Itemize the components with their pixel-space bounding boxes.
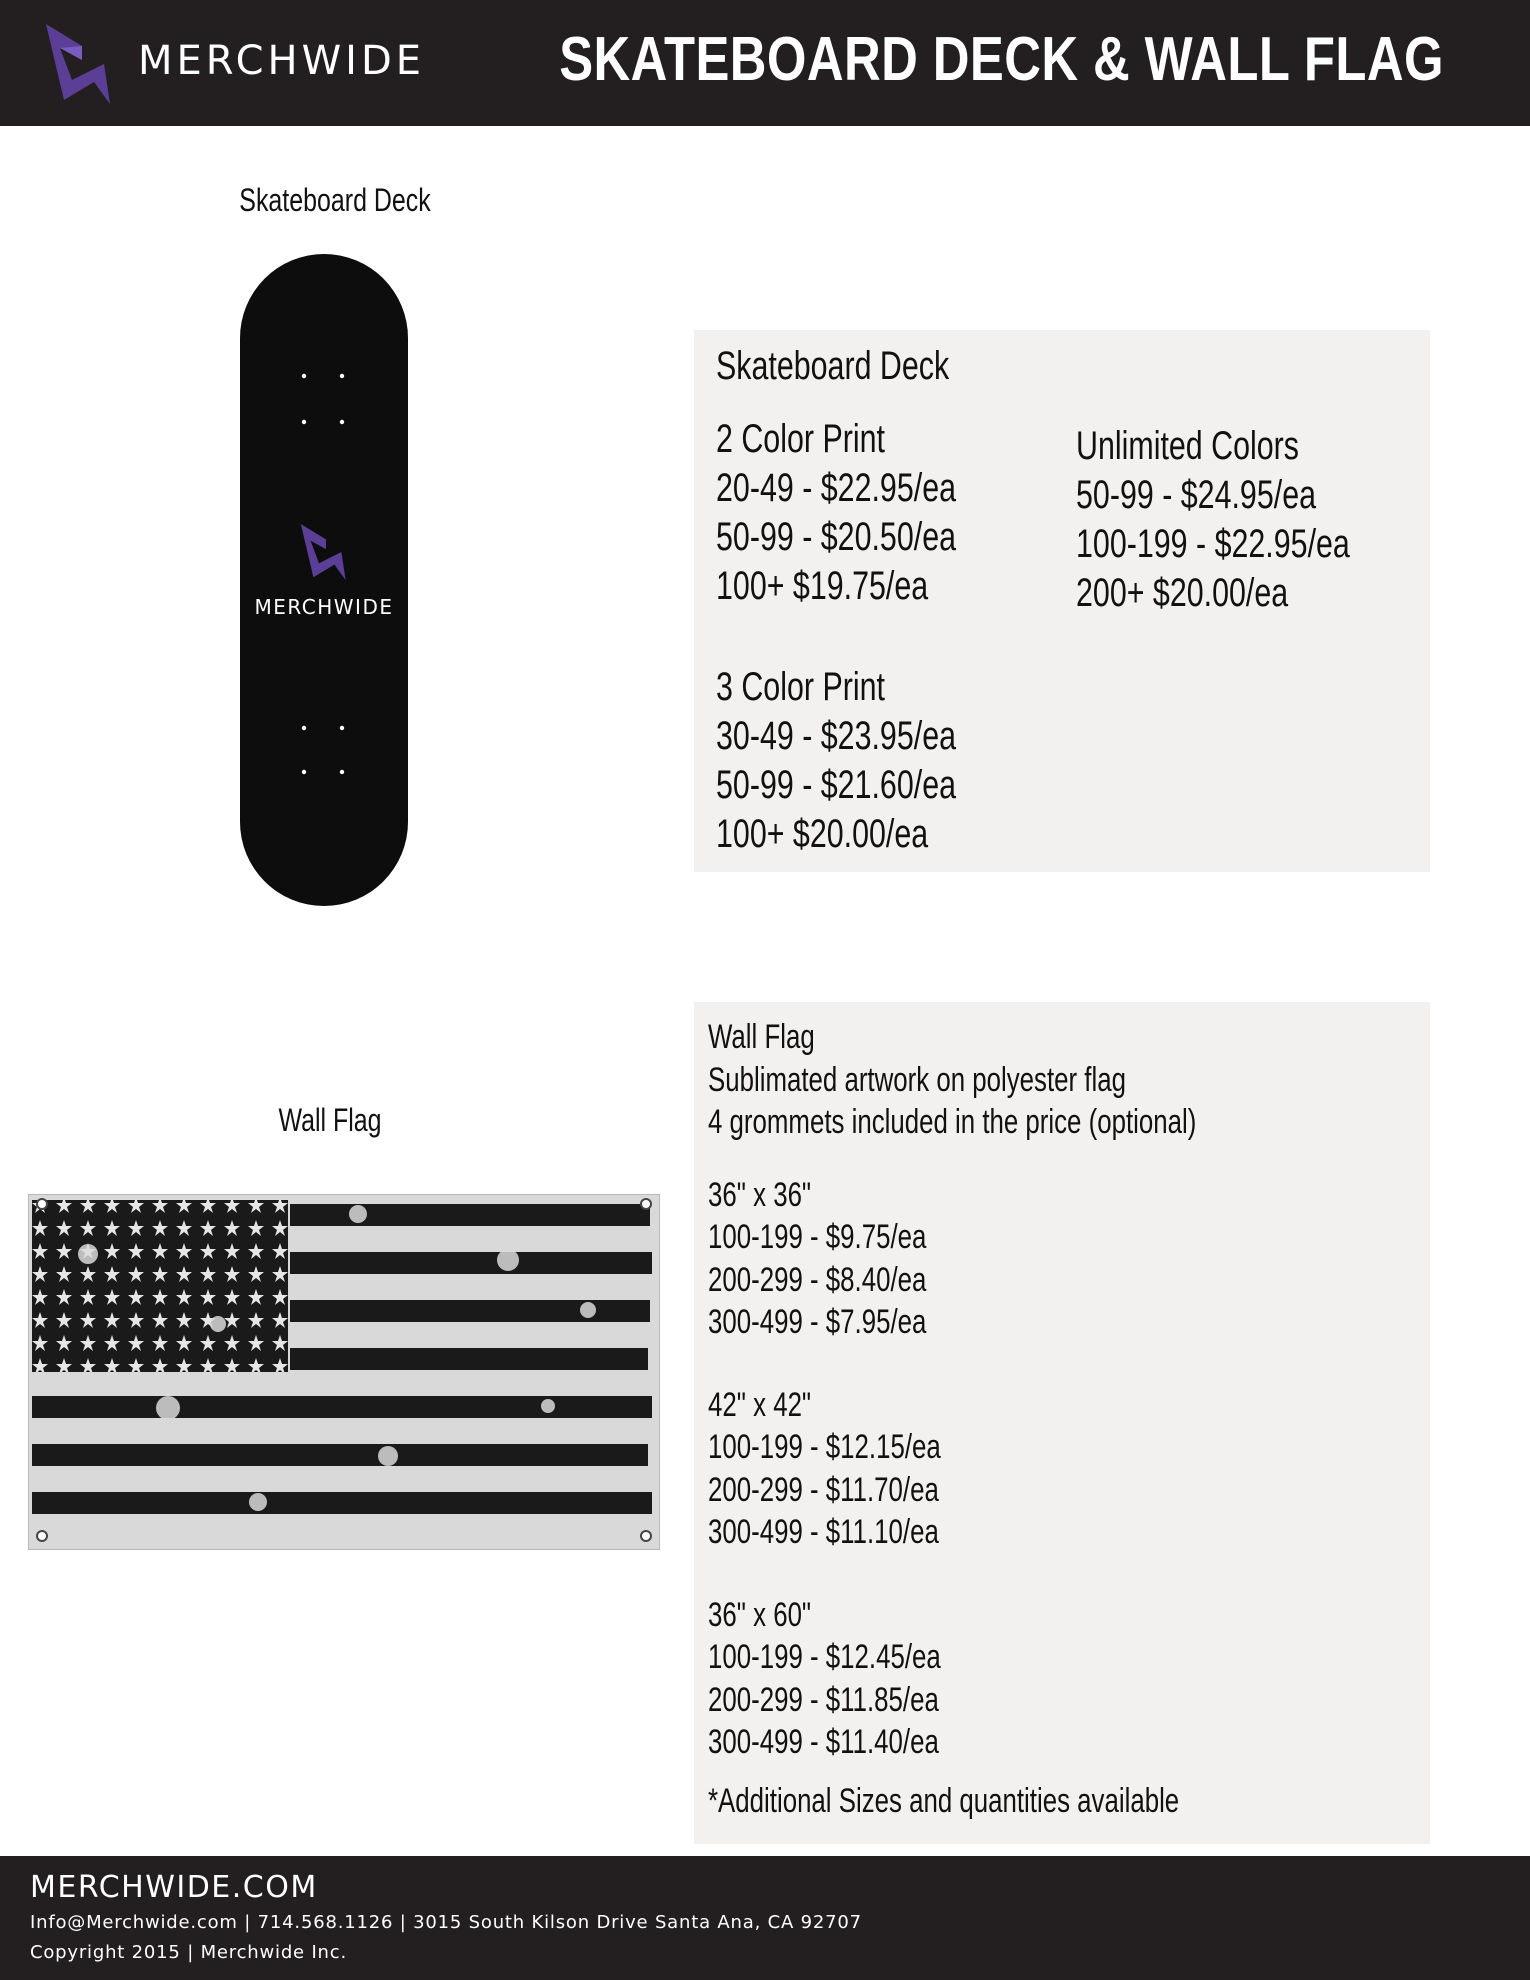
price-row: 20-49 - $22.95/ea [716, 466, 957, 510]
price-row: 30-49 - $23.95/ea [716, 714, 957, 758]
price-row: 300-499 - $11.10/ea [708, 1513, 939, 1551]
price-row: 100+ $19.75/ea [716, 564, 929, 608]
price-row: 200-299 - $11.70/ea [708, 1470, 939, 1509]
price-row: 100-199 - $22.95/ea [1076, 522, 1350, 566]
price-row: 100+ $20.00/ea [716, 812, 929, 856]
group-title-3-color: 3 Color Print [716, 665, 885, 709]
flag-pricing-panel [694, 1002, 1430, 1844]
brand-name: MERCHWIDE [138, 38, 426, 84]
deck-panel-title: Skateboard Deck [716, 344, 950, 388]
price-row: 200-299 - $11.85/ea [708, 1680, 939, 1719]
wall-flag-image [28, 1194, 660, 1550]
price-row: 200-299 - $8.40/ea [708, 1260, 927, 1299]
price-row: 100-199 - $9.75/ea [708, 1218, 927, 1256]
price-row: 50-99 - $21.60/ea [716, 763, 957, 807]
flag-description: Sublimated artwork on polyester flag [708, 1060, 1126, 1099]
deck-image-label: Skateboard Deck [239, 182, 431, 218]
size-title-42x42: 42" x 42" [708, 1385, 812, 1424]
flag-grommets-note: 4 grommets included in the price (optional) [708, 1103, 1197, 1141]
additional-sizes-note: *Additional Sizes and quantities available [708, 1781, 1180, 1820]
size-title-36x60: 36" x 60" [708, 1595, 812, 1634]
price-row: 300-499 - $11.40/ea [708, 1723, 939, 1761]
price-row: 300-499 - $7.95/ea [708, 1303, 927, 1341]
price-row: 50-99 - $24.95/ea [1076, 473, 1317, 517]
skateboard-deck-image [238, 252, 410, 908]
price-row: 200+ $20.00/ea [1076, 571, 1289, 615]
group-title-unlimited: Unlimited Colors [1076, 424, 1300, 468]
price-row: 50-99 - $20.50/ea [716, 515, 957, 559]
page-header [0, 0, 1530, 126]
footer-contact: Info@Merchwide.com | 714.568.1126 | 3015 South Kilson Drive Santa Ana, CA 92707 [30, 1912, 862, 1933]
footer-copyright: Copyright 2015 | Merchwide Inc. [30, 1942, 347, 1963]
page-footer [0, 1856, 1530, 1980]
deck-pricing-panel [694, 330, 1430, 872]
footer-website: MERCHWIDE.COM [30, 1870, 318, 1905]
merchwide-logo-icon [42, 24, 114, 104]
flag-panel-title: Wall Flag [708, 1018, 815, 1056]
group-title-2-color: 2 Color Print [716, 417, 885, 461]
deck-brand-text: MERCHWIDE [254, 595, 394, 619]
page-title: SKATEBOARD DECK & WALL FLAG [559, 25, 1444, 94]
price-row: 100-199 - $12.45/ea [708, 1638, 941, 1676]
size-title-36x36: 36" x 36" [708, 1175, 812, 1214]
flag-image-label: Wall Flag [278, 1102, 382, 1138]
price-row: 100-199 - $12.15/ea [708, 1428, 941, 1466]
